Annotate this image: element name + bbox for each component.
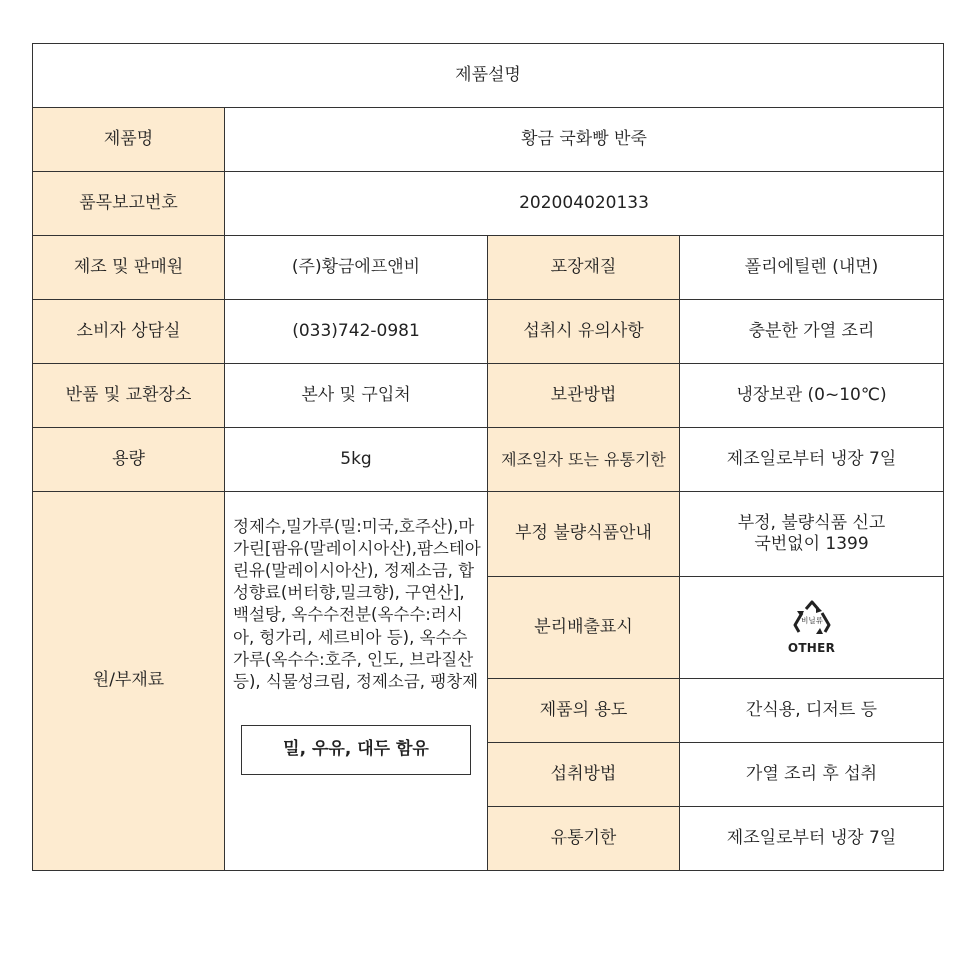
recycling-value — [680, 577, 944, 679]
ingredients-cell — [225, 492, 488, 871]
report-no-label: 품목보고번호 — [33, 172, 225, 236]
intake-label: 섭취방법 — [488, 743, 680, 807]
packaging-label: 포장재질 — [488, 236, 680, 300]
shelf-life-label: 유통기한 — [488, 807, 680, 871]
consumer-center-label: 소비자 상담실 — [33, 300, 225, 364]
recycling-label: 분리배출표시 — [488, 577, 680, 679]
ingredients-text: 정제수,밀가루(밀:미국,호주산),마가린[팜유(말레이시아산),팜스테아린유(말레이시아산), 정제소금, 합성향료(버터향,밀크향), 구연산], 백설탕, 옥수수전분(옥수수:러시아, 헝가리, 세르비아 등), 옥수수가루(옥수수:호주, 인도, 브라질산 등), 식물성크림, 정제소금, 팽창제 — [233, 517, 481, 691]
expiry-date-value: 제조일로부터 냉장 7일 — [680, 428, 944, 492]
intake-value: 가열 조리 후 섭취 — [680, 743, 944, 807]
recycle-icon — [789, 599, 835, 639]
bad-food-line1: 부정, 불량식품 신고 — [737, 512, 886, 533]
product-info-table — [32, 43, 944, 871]
returns-label: 반품 및 교환장소 — [33, 364, 225, 428]
usage-value: 간식용, 디저트 등 — [680, 679, 944, 743]
capacity-value: 5kg — [225, 428, 488, 492]
returns-value: 본사 및 구입처 — [225, 364, 488, 428]
manufacturer-label: 제조 및 판매원 — [33, 236, 225, 300]
manufacturer-value: (주)황금에프앤비 — [225, 236, 488, 300]
table-title: 제품설명 — [33, 44, 944, 108]
product-name-value: 황금 국화빵 반죽 — [225, 108, 944, 172]
consumer-center-value: (033)742-0981 — [225, 300, 488, 364]
storage-label: 보관방법 — [488, 364, 680, 428]
packaging-value: 폴리에틸렌 (내면) — [680, 236, 944, 300]
recycling-other-text: OTHER — [787, 641, 836, 655]
allergen-box: 밀, 우유, 대두 함유 — [241, 725, 471, 775]
shelf-life-value: 제조일로부터 냉장 7일 — [680, 807, 944, 871]
caution-label: 섭취시 유의사항 — [488, 300, 680, 364]
capacity-label: 용량 — [33, 428, 225, 492]
expiry-date-label: 제조일자 또는 유통기한 — [488, 428, 680, 492]
svg-text:비닐류: 비닐류 — [800, 616, 823, 625]
bad-food-line2: 국번없이 1399 — [754, 534, 869, 554]
bad-food-value — [680, 492, 944, 577]
bad-food-label: 부정 불량식품안내 — [488, 492, 680, 577]
caution-value: 충분한 가열 조리 — [680, 300, 944, 364]
storage-value: 냉장보관 (0~10℃) — [680, 364, 944, 428]
usage-label: 제품의 용도 — [488, 679, 680, 743]
product-name-label: 제품명 — [33, 108, 225, 172]
ingredients-label: 원/부재료 — [33, 492, 225, 871]
recycling-symbol — [788, 599, 835, 656]
report-no-value: 202004020133 — [225, 172, 944, 236]
